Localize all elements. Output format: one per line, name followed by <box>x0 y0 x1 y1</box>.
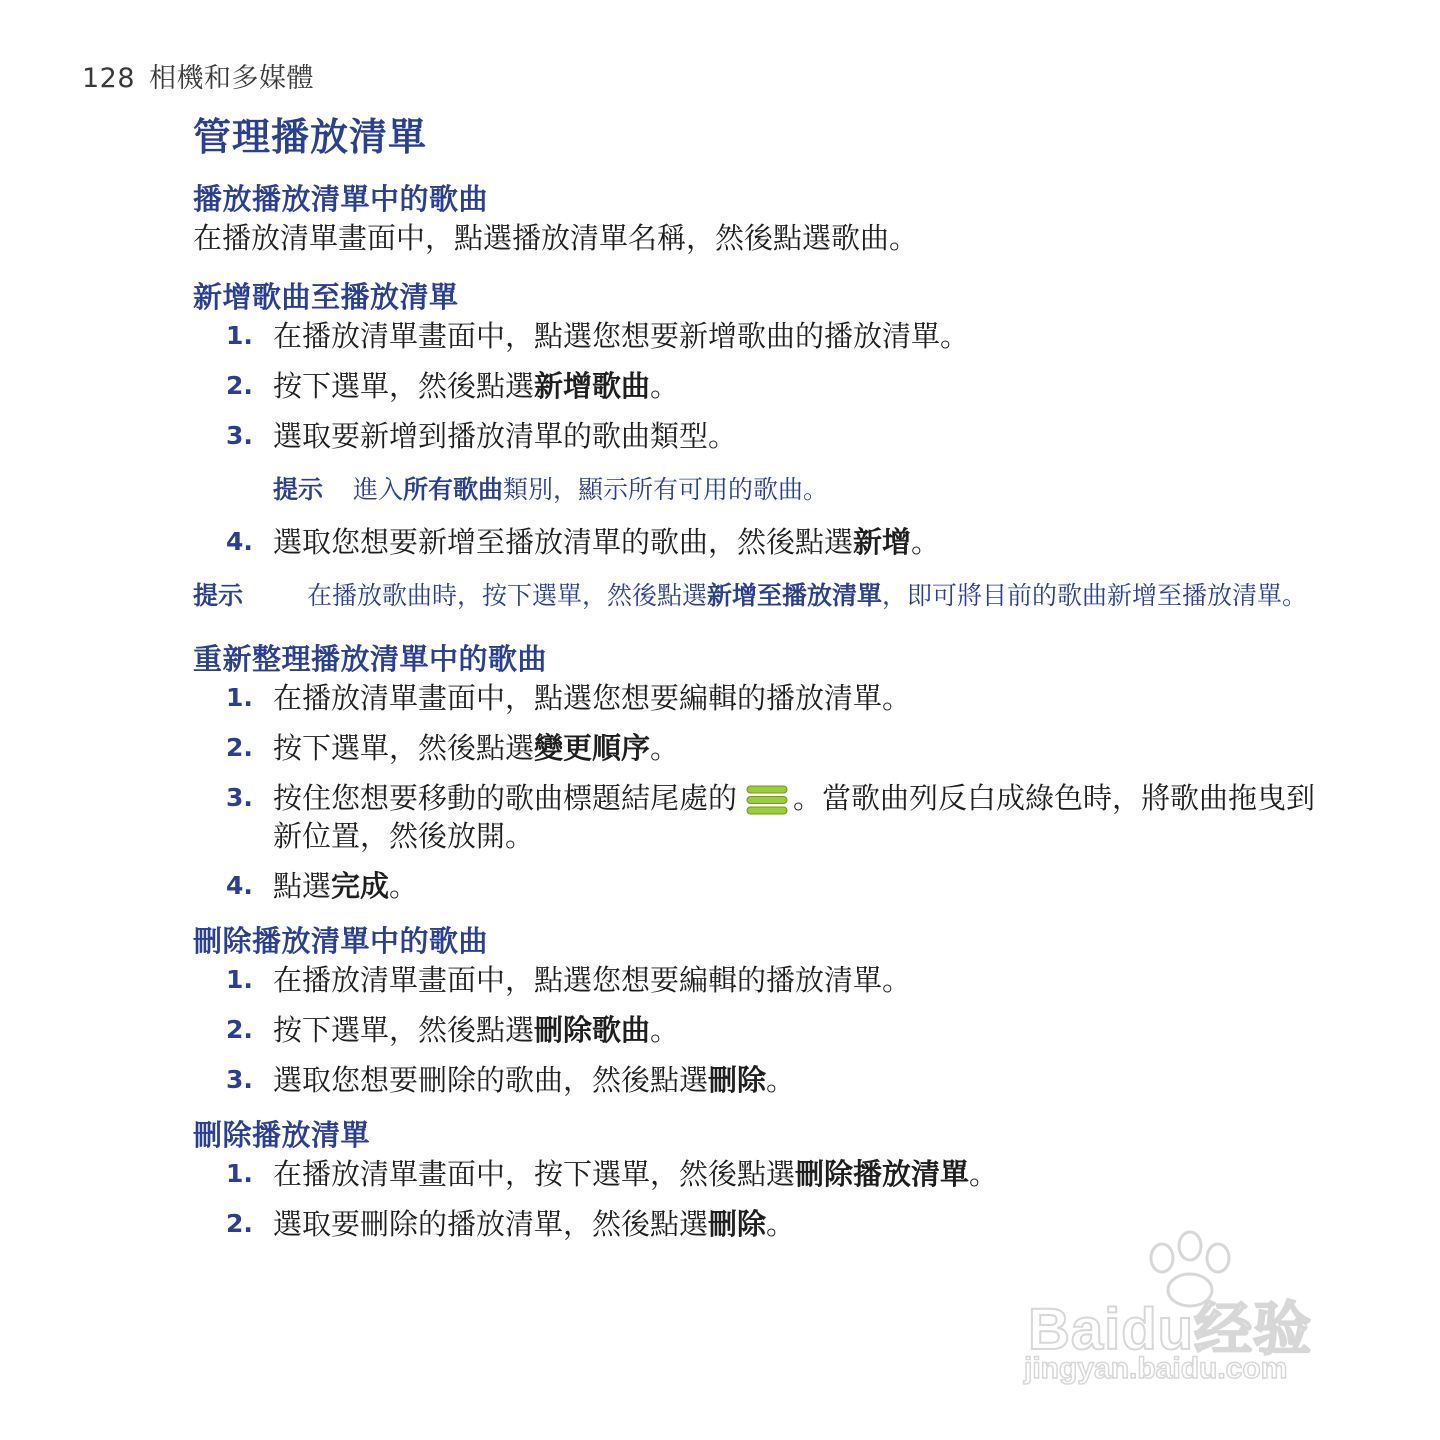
steps-list <box>193 961 1333 1099</box>
list-item <box>193 417 1333 455</box>
page-title: 管理播放清單 <box>193 115 428 159</box>
step-number: 1. <box>226 683 253 712</box>
tip-bold: 所有歌曲 <box>403 475 504 504</box>
step-text: 選取您想要刪除的歌曲，然後點選 <box>273 1063 709 1097</box>
step-text: 按下選單，然後點選 <box>273 1013 535 1047</box>
list-item <box>193 961 1333 999</box>
list-item <box>193 867 1333 905</box>
step-bold: 刪除播放清單 <box>795 1157 970 1191</box>
page-number: 128 <box>82 63 136 94</box>
section-reorder-songs <box>193 641 1333 905</box>
list-item <box>193 1011 1333 1049</box>
page-content <box>193 100 1333 1261</box>
step-number: 2. <box>226 371 253 400</box>
step-text: 在播放清單畫面中，點選您想要新增歌曲的播放清單。 <box>273 319 970 353</box>
section-heading: 播放播放清單中的歌曲 <box>193 182 489 216</box>
list-item <box>193 1061 1333 1099</box>
watermark-brand: Baidu经验 <box>1028 1297 1313 1362</box>
list-item <box>193 679 1333 717</box>
tip-text-end: ，即可將目前的歌曲新增至播放清單。 <box>882 581 1308 610</box>
step-text: 按住您想要移動的歌曲標題結尾處的 <box>273 781 738 815</box>
step-number: 1. <box>226 1159 253 1188</box>
step-text-end: 。 <box>911 525 941 559</box>
step-bold: 完成 <box>331 869 390 903</box>
step-bold: 新增 <box>853 525 912 559</box>
tip-label: 提示 <box>273 475 324 504</box>
tip-text: 進入 <box>353 475 404 504</box>
step-bold: 刪除 <box>708 1063 767 1097</box>
step-text: 選取要刪除的播放清單，然後點選 <box>273 1207 709 1241</box>
list-item <box>193 729 1333 767</box>
step-bold: 刪除 <box>708 1207 767 1241</box>
step-text: 選取要新增到播放清單的歌曲類型。 <box>273 419 738 453</box>
watermark-url: jingyan.baidu.com <box>1024 1352 1288 1385</box>
step-text-end: 。 <box>650 1013 680 1047</box>
step-text: 按下選單，然後點選 <box>273 731 535 765</box>
step-bold: 變更順序 <box>534 731 651 765</box>
step-bold: 刪除歌曲 <box>534 1013 651 1047</box>
step-text-end: 。 <box>969 1157 999 1191</box>
page-header <box>82 56 314 95</box>
section-heading: 新增歌曲至播放清單 <box>193 280 459 314</box>
step-number: 2. <box>226 1015 253 1044</box>
tip-outer <box>193 579 1333 613</box>
step-text: 點選 <box>273 869 332 903</box>
section-heading: 重新整理播放清單中的歌曲 <box>193 642 548 676</box>
section-heading: 刪除播放清單中的歌曲 <box>193 924 489 958</box>
step-number: 1. <box>226 321 253 350</box>
step-text: 在播放清單畫面中，點選您想要編輯的播放清單。 <box>273 681 912 715</box>
steps-list <box>193 317 1333 455</box>
baidu-watermark <box>1020 1230 1360 1390</box>
tip-inner <box>273 473 1333 507</box>
section-play-songs <box>193 181 1333 259</box>
steps-list-continued <box>193 523 1333 561</box>
section-text: 在播放清單畫面中，點選播放清單名稱，然後點選歌曲。 <box>193 221 919 255</box>
step-text-end: 。 <box>766 1063 796 1097</box>
step-text-end: 。 <box>766 1207 796 1241</box>
list-item <box>193 523 1333 561</box>
section-add-songs <box>193 279 1333 613</box>
step-number: 1. <box>226 965 253 994</box>
tip-text: 在播放歌曲時，按下選單，然後點選 <box>307 581 708 610</box>
tip-bold: 新增至播放清單 <box>707 581 883 610</box>
step-number: 3. <box>226 421 253 450</box>
step-text: 在播放清單畫面中，按下選單，然後點選 <box>273 1157 796 1191</box>
step-number: 2. <box>226 733 253 762</box>
section-heading: 刪除播放清單 <box>193 1118 371 1152</box>
steps-list <box>193 679 1333 905</box>
list-item <box>193 779 1333 855</box>
step-number: 3. <box>226 1065 253 1094</box>
step-number: 3. <box>226 783 253 812</box>
list-item <box>193 1155 1333 1193</box>
step-text-end: 。 <box>389 869 419 903</box>
step-text-end: 。當歌曲列反白成綠色時，將歌曲拖曳到新位置，然後放開。 <box>273 781 1316 853</box>
step-text: 按下選單，然後點選 <box>273 369 535 403</box>
chapter-title: 相機和多媒體 <box>149 63 315 94</box>
tip-label: 提示 <box>193 581 244 610</box>
list-item <box>193 317 1333 355</box>
list-item <box>193 367 1333 405</box>
section-delete-songs <box>193 923 1333 1099</box>
step-text: 在播放清單畫面中，點選您想要編輯的播放清單。 <box>273 963 912 997</box>
step-number: 4. <box>226 871 253 900</box>
step-number: 4. <box>226 527 253 556</box>
grip-handle-icon <box>745 784 789 816</box>
step-number: 2. <box>226 1209 253 1238</box>
step-text: 選取您想要新增至播放清單的歌曲，然後點選 <box>273 525 854 559</box>
step-text-end: 。 <box>650 731 680 765</box>
step-bold: 新增歌曲 <box>534 369 651 403</box>
section-delete-playlist <box>193 1117 1333 1243</box>
tip-text-end: 類別，顯示所有可用的歌曲。 <box>503 475 829 504</box>
step-text-end: 。 <box>650 369 680 403</box>
